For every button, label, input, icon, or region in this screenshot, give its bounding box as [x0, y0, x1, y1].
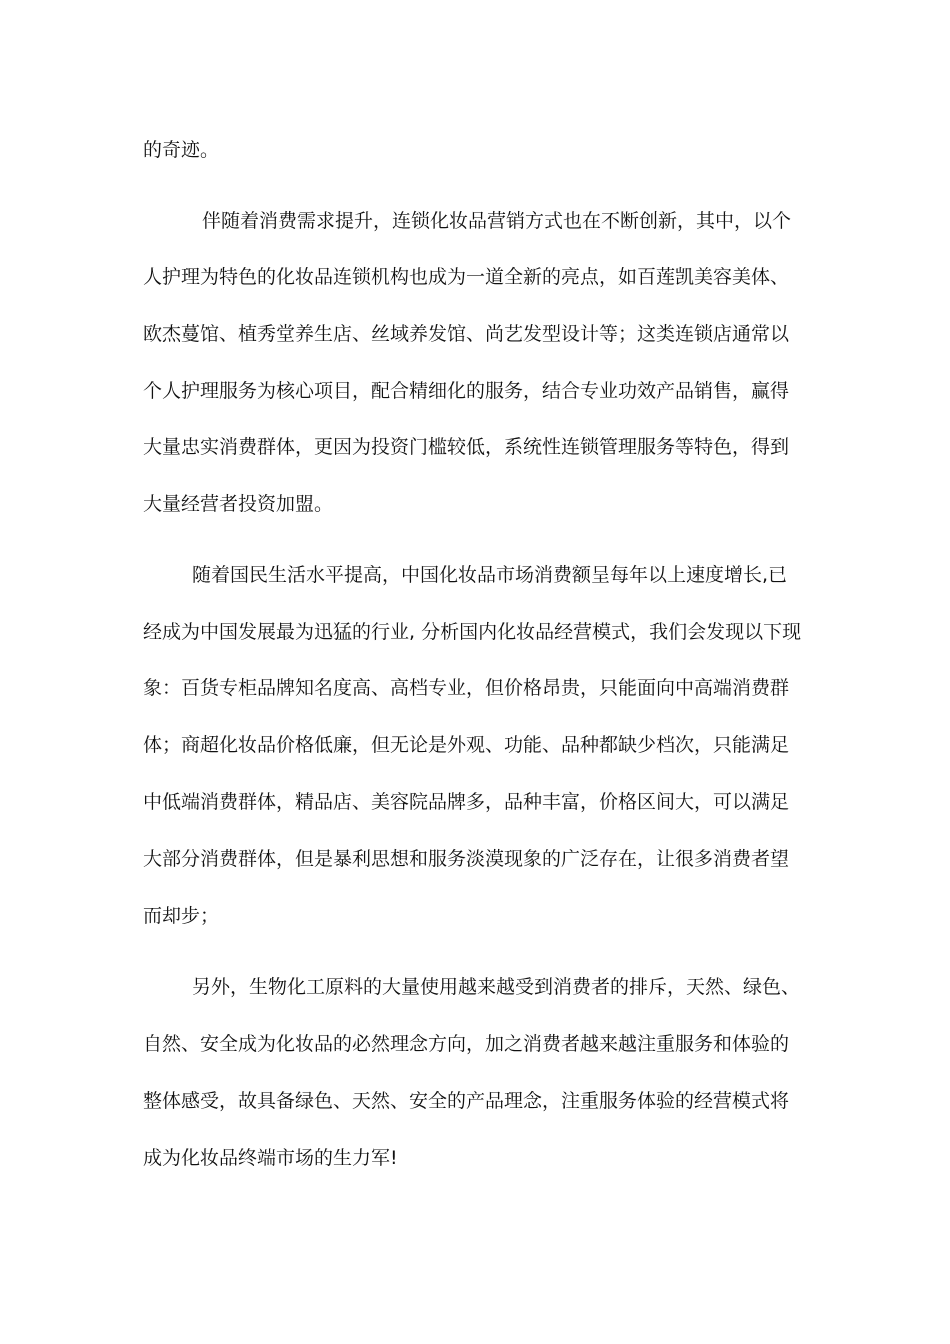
- text-line: 成为化妆品终端市场的生力军!: [143, 1147, 398, 1169]
- text-line: 体；商超化妆品价格低廉，但无论是外观、功能、品种都缺少档次，只能满足: [143, 734, 790, 756]
- text-line: 随着国民生活水平提高，中国化妆品市场消费额呈每年以上速度增长,已: [192, 564, 788, 586]
- text-line: 中低端消费群体，精品店、美容院品牌多，品种丰富，价格区间大，可以满足: [143, 791, 790, 813]
- text-line: 人护理为特色的化妆品连锁机构也成为一道全新的亮点，如百莲凯美容美体、: [143, 266, 790, 288]
- text-line: 经成为中国发展最为迅猛的行业, 分析国内化妆品经营模式，我们会发现以下现: [143, 621, 802, 643]
- text-line: 大量经营者投资加盟。: [143, 493, 334, 515]
- text-line: 大部分消费群体，但是暴利思想和服务淡漠现象的广泛存在，让很多消费者望: [143, 848, 790, 870]
- text-line: 的奇迹。: [143, 139, 220, 161]
- text-line: 个人护理服务为核心项目，配合精细化的服务，结合专业功效产品销售，赢得: [143, 380, 790, 402]
- text-line: 自然、安全成为化妆品的必然理念方向，加之消费者越来越注重服务和体验的: [143, 1033, 790, 1055]
- text-line: 另外，生物化工原料的大量使用越来越受到消费者的排斥，天然、绿色、: [192, 976, 801, 998]
- text-line: 而却步；: [143, 905, 220, 927]
- text-line: 象：百货专柜品牌知名度高、高档专业，但价格昂贵，只能面向中高端消费群: [143, 677, 790, 699]
- text-line: 欧杰蔓馆、植秀堂养生店、丝域养发馆、尚艺发型设计等；这类连锁店通常以: [143, 323, 790, 345]
- text-line: 整体感受，故具备绿色、天然、安全的产品理念，注重服务体验的经营模式将: [143, 1090, 790, 1112]
- text-line: 大量忠实消费群体，更因为投资门槛较低，系统性连锁管理服务等特色，得到: [143, 436, 790, 458]
- text-line: 伴随着消费需求提升，连锁化妆品营销方式也在不断创新，其中，以个: [202, 210, 792, 232]
